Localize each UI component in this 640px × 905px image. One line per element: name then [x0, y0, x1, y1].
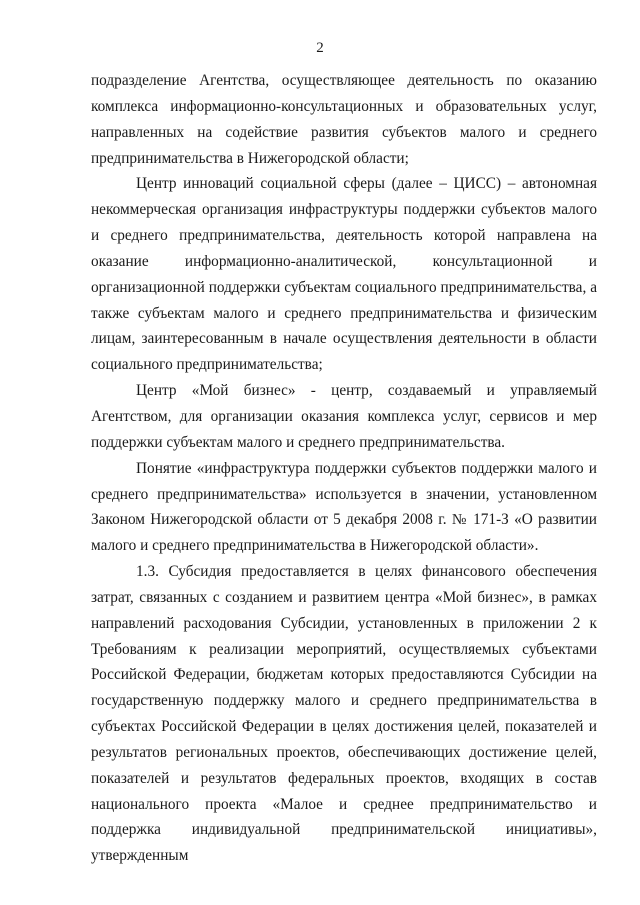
- document-body: [91, 68, 597, 869]
- page-number: 2: [316, 40, 324, 56]
- paragraph-definition-subdivision: подразделение Агентства, осуществляющее деятельность по оказанию комплекса информационно-консультационных и образовательных услуг, направленных на содействие развития субъектов малого и среднего предпринимательства в Нижегородской области;: [91, 72, 597, 167]
- paragraph-definition-my-business-center: Центр «Мой бизнес» - центр, создаваемый и управляемый Агентством, для организации оказания комплекса услуг, сервисов и мер поддержки субъектам малого и среднего предпринимательства.: [91, 382, 597, 451]
- paragraph-definition-ciss: Центр инноваций социальной сферы (далее – ЦИСС) – автономная некоммерческая организация инфраструктуры поддержки субъектов малого и среднего предпринимательства, деятельность которой направлена на оказание информационно-аналитической, консультационной и организационной поддержки субъектам социального предпринимательства, а также субъектам малого и среднего предпринимательства и физическим лицам, заинтересованным в начале осуществления деятельности в области социального предпринимательства;: [91, 175, 597, 374]
- paragraph-section-1-3: 1.3. Субсидия предоставляется в целях финансового обеспечения затрат, связанных с созданием и развитием центра «Мой бизнес», в рамках направлений расходования Субсидии, установленных в приложении 2 к Требованиям к реализации мероприятий, осуществляемых субъектами Российской Федерации, бюджетам которых предоставляются Субсидии на государственную поддержку малого и среднего предпринимательства в субъектах Российской Федерации в целях достижения целей, показателей и результатов региональных проектов, обеспечивающих достижение целей, показателей и результатов федеральных проектов, входящих в состав национального проекта «Малое и среднее предпринимательство и поддержка индивидуальной предпринимательской инициативы», утвержденным: [91, 563, 597, 865]
- paragraph-definition-infrastructure: Понятие «инфраструктура поддержки субъектов поддержки малого и среднего предпринимательства» используется в значении, установленном Законом Нижегородской области от 5 декабря 2008 г. № 171-З «О развитии малого и среднего предпринимательства в Нижегородской области».: [91, 459, 597, 555]
